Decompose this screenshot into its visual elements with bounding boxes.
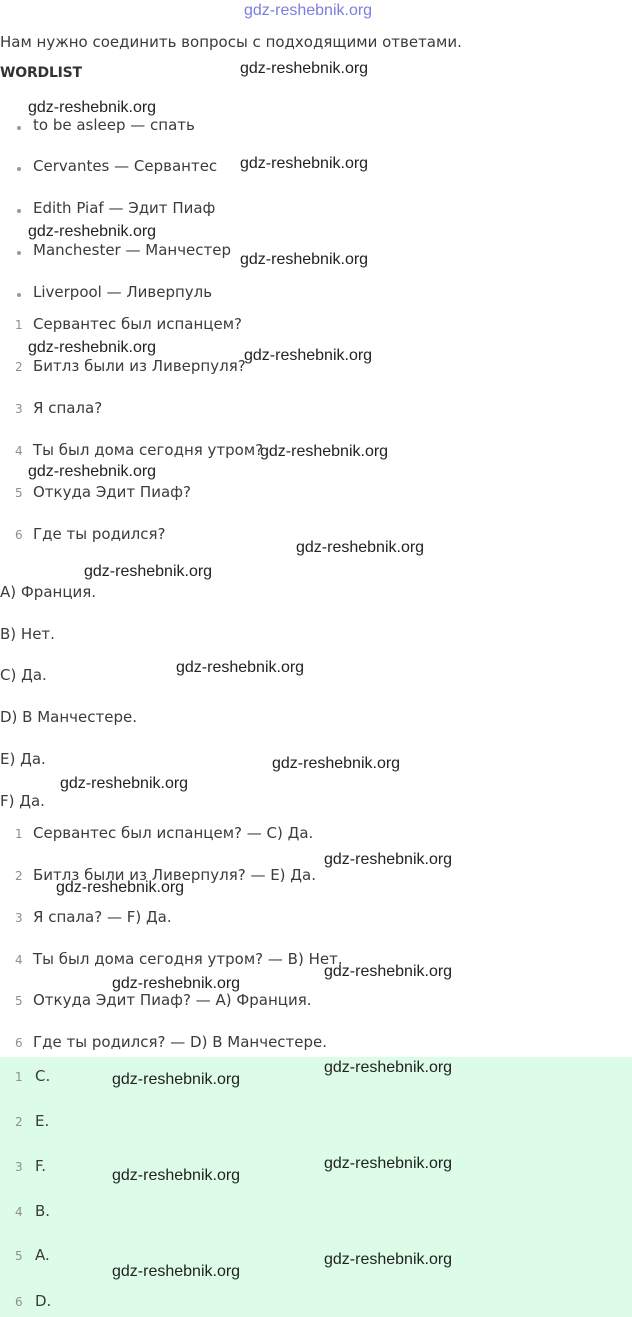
bullet-dot	[17, 209, 21, 213]
final-number: 2	[15, 1115, 23, 1129]
question-number: 3	[15, 402, 23, 416]
matched-number: 6	[15, 1036, 23, 1050]
watermark: gdz-reshebnik.org	[28, 339, 157, 356]
watermark: gdz-reshebnik.org	[240, 60, 369, 77]
wordlist-item: Edith Piaf — Эдит Пиаф	[33, 199, 216, 217]
watermark: gdz-reshebnik.org	[324, 851, 453, 868]
watermark: gdz-reshebnik.org	[240, 251, 369, 268]
question-text: Сервантес был испанцем?	[33, 315, 243, 333]
final-answer: E.	[35, 1112, 50, 1130]
watermark: gdz-reshebnik.org	[324, 1251, 453, 1268]
final-answer: F.	[35, 1157, 46, 1175]
wordlist-item: Manchester — Манчестер	[33, 241, 232, 259]
watermark: gdz-reshebnik.org	[112, 1071, 241, 1088]
final-number: 4	[15, 1205, 23, 1219]
answer-option: A) Франция.	[0, 583, 97, 601]
answer-option: B) Нет.	[0, 625, 55, 643]
question-text: Ты был дома сегодня утром?	[33, 441, 264, 459]
watermark: gdz-reshebnik.org	[324, 963, 453, 980]
watermark: gdz-reshebnik.org	[56, 879, 185, 896]
matched-text: Сервантес был испанцем? — C) Да.	[33, 824, 314, 842]
watermark: gdz-reshebnik.org	[112, 975, 241, 992]
watermark: gdz-reshebnik.org	[324, 1155, 453, 1172]
watermark: gdz-reshebnik.org	[272, 755, 401, 772]
final-number: 3	[15, 1160, 23, 1174]
matched-number: 3	[15, 911, 23, 925]
matched-text: Где ты родился? — D) В Манчестере.	[33, 1033, 328, 1051]
bullet-dot	[17, 293, 21, 297]
bullet-dot	[17, 251, 21, 255]
final-number: 6	[15, 1295, 23, 1309]
final-answer: C.	[35, 1067, 51, 1085]
final-answer: B.	[35, 1202, 51, 1220]
answer-option: F) Да.	[0, 792, 45, 810]
watermark: gdz-reshebnik.org	[176, 659, 305, 676]
final-answer: A.	[35, 1246, 50, 1264]
question-number: 5	[15, 486, 23, 500]
wordlist-item: Cervantes — Сервантес	[33, 157, 218, 175]
matched-text: Откуда Эдит Пиаф? — A) Франция.	[33, 991, 312, 1009]
watermark: gdz-reshebnik.org	[28, 463, 157, 480]
watermark: gdz-reshebnik.org	[28, 99, 157, 116]
watermark: gdz-reshebnik.org	[244, 347, 373, 364]
watermark: gdz-reshebnik.org	[60, 775, 189, 792]
wordlist-item: to be asleep — спать	[33, 116, 195, 134]
answer-option: D) В Манчестере.	[0, 708, 137, 726]
intro-text: Нам нужно соединить вопросы с подходящими ответами.	[0, 33, 462, 51]
watermark: gdz-reshebnik.org	[260, 443, 389, 460]
answer-option: C) Да.	[0, 666, 47, 684]
matched-number: 5	[15, 994, 23, 1008]
bullet-dot	[17, 126, 21, 130]
question-number: 6	[15, 528, 23, 542]
watermark: gdz-reshebnik.org	[28, 223, 157, 240]
question-number: 2	[15, 360, 23, 374]
watermark-top: gdz-reshebnik.org	[244, 2, 373, 19]
final-number: 1	[15, 1070, 23, 1084]
matched-text: Битлз были из Ливерпуля? — E) Да.	[33, 866, 316, 884]
matched-number: 4	[15, 953, 23, 967]
matched-text: Я спала? — F) Да.	[33, 908, 172, 926]
question-text: Битлз были из Ливерпуля?	[33, 357, 246, 375]
watermark: gdz-reshebnik.org	[324, 1059, 453, 1076]
watermark: gdz-reshebnik.org	[84, 563, 213, 580]
final-answer: D.	[35, 1292, 52, 1310]
watermark: gdz-reshebnik.org	[112, 1167, 241, 1184]
matched-number: 1	[15, 827, 23, 841]
answer-option: E) Да.	[0, 750, 46, 768]
watermark: gdz-reshebnik.org	[112, 1263, 241, 1280]
wordlist-item: Liverpool — Ливерпуль	[33, 283, 213, 301]
question-number: 1	[15, 318, 23, 332]
wordlist-title: WORDLIST	[0, 65, 82, 81]
watermark: gdz-reshebnik.org	[240, 155, 369, 172]
matched-number: 2	[15, 869, 23, 883]
question-text: Я спала?	[33, 399, 103, 417]
bullet-dot	[17, 167, 21, 171]
question-text: Где ты родился?	[33, 525, 166, 543]
matched-text: Ты был дома сегодня утром? — B) Нет.	[33, 950, 343, 968]
question-text: Откуда Эдит Пиаф?	[33, 483, 191, 501]
watermark: gdz-reshebnik.org	[296, 539, 425, 556]
question-number: 4	[15, 444, 23, 458]
answer-box	[0, 1057, 632, 1317]
final-number: 5	[15, 1249, 23, 1263]
